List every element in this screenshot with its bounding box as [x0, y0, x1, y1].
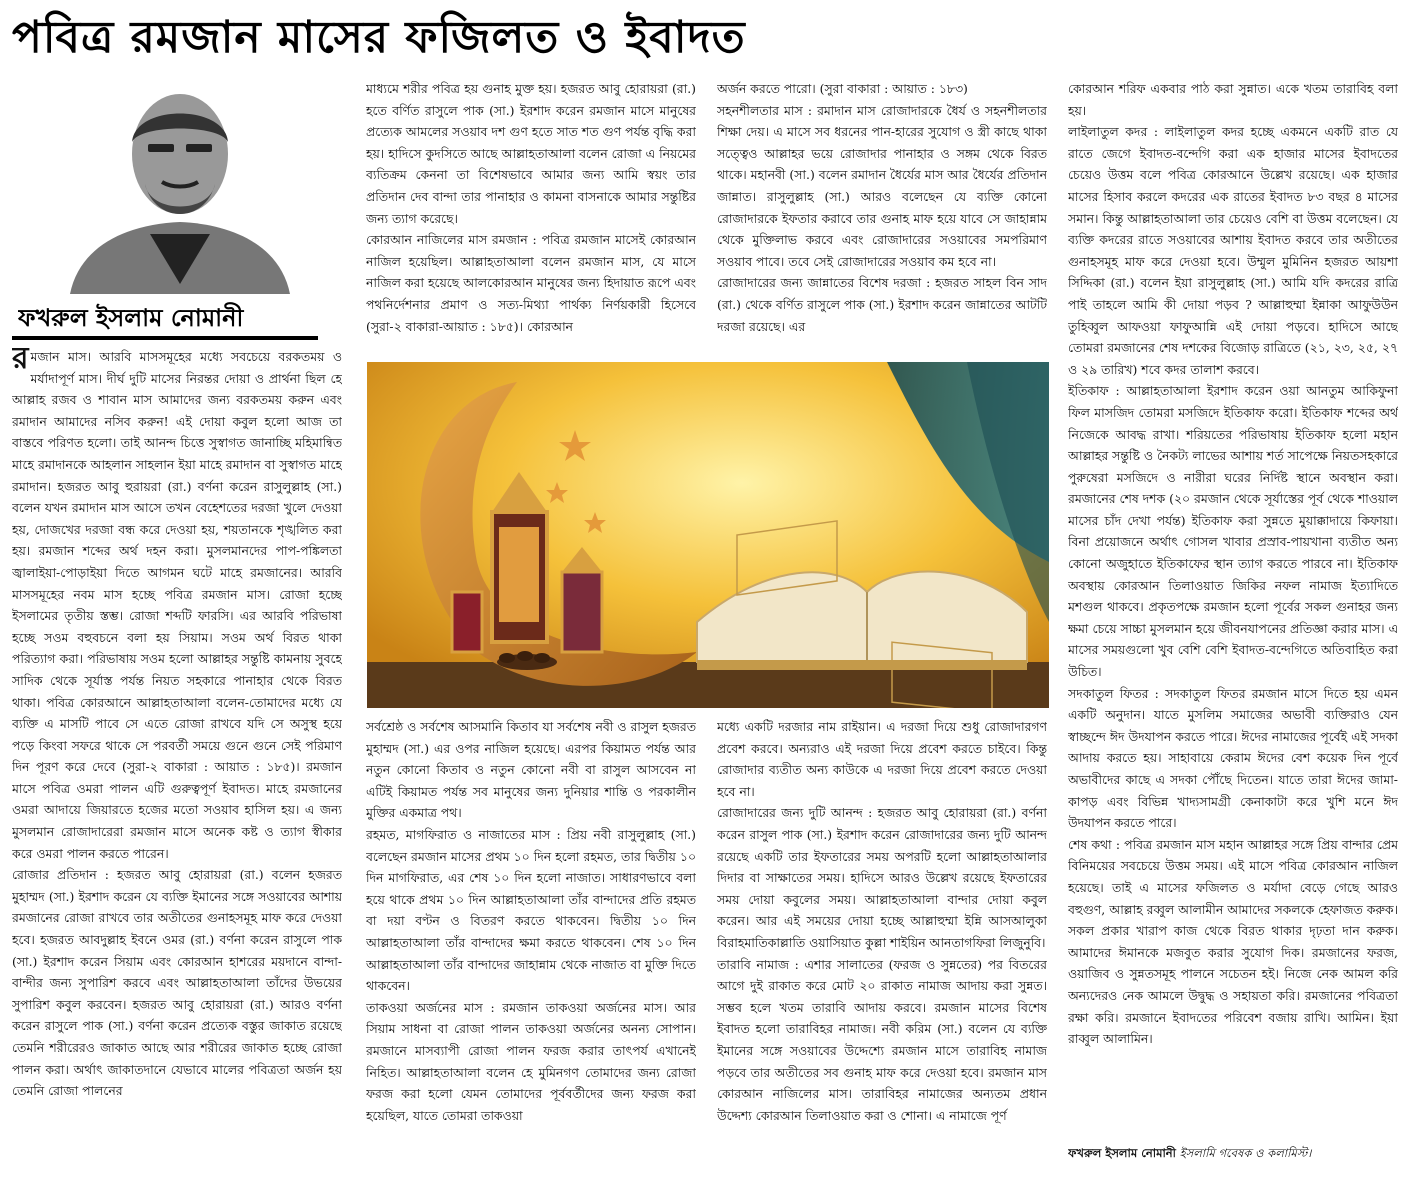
paragraph: মধ্যে একটি দরজার নাম রাইয়ান। এ দরজা দিয়ে শুধু রোজাদারগণ প্রবেশ করবে। অন্যরাও এই দরজা দিয়ে প্রবেশ করতে চাইবে। কিন্তু রোজাদার ব্যতীত অন্য কাউকে এ দরজা দিয়ে প্রবেশ করতে দেওয়া হবে না।	[717, 719, 1047, 799]
column-3-top	[717, 78, 1047, 354]
paragraph: সদকাতুল ফিতর : সদকাতুল ফিতর রমজান মাসে দিতে হয় এমন একটি অনুদান। যাতে মুসলিম সমাজের অভাবী ব্যক্তিরাও যেন স্বাচ্ছন্দে ঈদ উদযাপন করতে পারে। ঈদের নামাজের পূর্বেই এই সদকা আদায় করতে হয়। সাহাবায়ে কেরাম ঈদের বেশ কয়েক দিন পূর্বে অভাবীদের কাছে এ সদকা পৌঁছে দিতেন। যাতে তারা ঈদের জামা-কাপড় এবং বিভিন্ন খাদ্যসামগ্রী কেনাকাটা করে খুশি মনে ঈদ উদযাপন করতে পারে।	[1068, 685, 1398, 831]
paragraph: তারাবি নামাজ : এশার সালাতের (ফরজ ও সুন্নতের) পর বিতরের আগে দুই রাকাত করে মোট ২০ রাকাত নামাজ আদায় করা সুন্নত। সম্ভব হলে খতম তারাবি আদায় করবে। রমজান মাসের বিশেষ ইবাদত হলো তারাবিহর নামাজ। নবী করিম (সা.) বলেন যে ব্যক্তি ইমানের সঙ্গে সওয়াবের উদ্দেশ্যে রমজান মাসে তারাবিহ নামাজ পড়বে তার অতীতের সব গুনাহ মাফ করে দেওয়া হবে। রমজান মাস কোরআন নাজিলের মাস। তারাবিহর নামাজের অন্যতম প্রধান উদ্দেশ্য কোরআন তিলাওয়াত করা ও শোনা। এ নামাজে পূর্ণ	[717, 956, 1047, 1123]
paragraph-opening	[12, 346, 342, 864]
paragraph: রহমত, মাগফিরাত ও নাজাতের মাস : প্রিয় নবী রাসুলুল্লাহ (সা.) বলেছেন রমজান মাসের প্রথম ১০ দিন হলো রহমত, তার দ্বিতীয় ১০ দিন মাগফিরাত, এর শেষ ১০ দিন হলো নাজাত। সাধারণভাবে বলা হয়ে থাকে প্রথম ১০ দিন আল্লাহতাআলা তাঁর বান্দাদের প্রতি রহমত বা দয়া বণ্টন ও বিতরণ করতে থাকবেন। দ্বিতীয় ১০ দিন আল্লাহতাআলা তাঁর বান্দাদের ক্ষমা করতে থাকবেন। শেষ ১০ দিন আল্লাহতাআলা তাঁর বান্দাদের জাহান্নাম থেকে নাজাত বা মুক্তি দিতে থাকবেন।	[366, 826, 696, 994]
paragraph: রোজার প্রতিদান : হজরত আবু হোরায়রা (রা.) বলেন হজরত মুহাম্মদ (সা.) ইরশাদ করেন যে ব্যক্তি ইমানের সঙ্গে সওয়াবের আশায় রমজানের রোজা রাখবে তার অতীতের গুনাহসমূহ মাফ করে দেওয়া হবে। হজরত আবদুল্লাহ ইবনে ওমর (রা.) বর্ণনা করেন রাসুলে পাক (সা.) ইরশাদ করেন সিয়াম এবং কোরআন হাশরের ময়দানে বান্দা-বান্দীর জন্য সুপারিশ করবে এবং আল্লাহতাআলা তাঁদের উভয়ের সুপারিশ কবুল করবেন। হজরত আবু হোরায়রা (রা.) আরও বর্ণনা করেন রাসুলে পাক (সা.) বর্ণনা করেন প্রত্যেক বস্তুর জাকাত রয়েছে তেমনি শরীরেরও জাকাত আছে আর শরীরের জাকাত হচ্ছে রোজা পালন করা। অর্থাৎ জাকাতদানে যেভাবে মালের পবিত্রতা অর্জন হয় তেমনি রোজা পালনের	[12, 867, 342, 1099]
ramadan-feature-image	[367, 362, 1049, 708]
headline: পবিত্র রমজান মাসের ফজিলত ও ইবাদত	[12, 12, 746, 63]
paragraph: লাইলাতুল কদর : লাইলাতুল কদর হচ্ছে একমনে একটি রাত যে রাতে জেগে ইবাদত-বন্দেগি করা এক হাজার মাসের ইবাদতের চেয়েও উত্তম বলে পবিত্র কোরআনে উল্লেখ রয়েছে। এক হাজার মাসের হিসাব করলে কদরের এক রাতের ইবাদত ৮৩ বছর ৪ মাসের সমান। কিন্তু আল্লাহতাআলা তার চেয়েও বেশি বা উত্তম বলেছেন। যে ব্যক্তি কদরের রাতে সওয়াবের আশায় ইবাদত করবে তার অতীতের গুনাহসমূহ মাফ করে দেওয়া হবে। উম্মুল মুমিনিন হজরত আয়শা সিদ্দিকা (রা.) বলেন ইয়া রাসুলুল্লাহ (সা.) আমি যদি কদরের রাত্রি পাই তাহলে আমি কী দোয়া পড়ব ? আল্লাহুম্মা ইন্নাকা আফুউউন তুহিব্বুল আফওয়া ফাফুআন্নি এই দোয়া পড়বে। হাদিসে আছে তোমরা রমজানের শেষ দশকের বিজোড় রাত্রিতে (২১, ২৩, ২৫, ২৭ ও ২৯ তারিখ) শবে কদর তালাশ করবে।	[1068, 124, 1398, 377]
paragraph: কোরআন শরিফ একবার পাঠ করা সুন্নাত। একে খতম তারাবিহ বলা হয়।	[1068, 81, 1398, 118]
byline-name: ফখরুল ইসলাম নোমানী	[1068, 1146, 1176, 1160]
author-name: ফখরুল ইসলাম নোমানী	[18, 304, 244, 332]
byline-title: ইসলামি গবেষক ও কলামিস্ট।	[1179, 1146, 1312, 1160]
column-2-top	[366, 78, 696, 354]
paragraph: ইতিকাফ : আল্লাহতাআলা ইরশাদ করেন ওয়া আনতুম আকিফুনা ফিল মাসজিদ তোমরা মসজিদে ইতিকাফ করো। ইতিকাফ শব্দের অর্থ নিজেকে আবদ্ধ রাখা। শরিয়তের পরিভাষায় ইতিকাফ হলো মহান আল্লাহর সন্তুষ্টি ও নৈকট্য লাভের আশায় শর্ত সাপেক্ষে নিয়তসহকারে পুরুষেরা মসজিদে ও নারীরা ঘরের নির্দিষ্ট স্থানে অবস্থান করা। রমজানের শেষ দশক (২০ রমজান থেকে সূর্যাস্তের পূর্ব থেকে শাওয়াল মাসের চাঁদ দেখা পর্যন্ত) ইতিকাফ করা সুন্নতে মুয়াক্কাদায়ে কিফায়া। বিনা প্রয়োজনে অর্থাৎ গোসল খাবার প্রস্রাব-পায়খানা ব্যতীত অন্য কোনো অজুহাতে ইতিকাফের স্থান ত্যাগ করতে পারবে না। ইতিকাফ অবস্থায় কোরআন তিলাওয়াত জিকির নফল নামাজ ইত্যাদিতে মশগুল থাকবে। প্রকৃতপক্ষে রমজান হলো পূর্বের সকল গুনাহর জন্য ক্ষমা চেয়ে সাচ্চা মুসলমান হয়ে জীবনযাপনের প্রতিজ্ঞা করার মাস। এ মাসের সময়গুলো খুব বেশি বেশি ইবাদত-বন্দেগিতে অতিবাহিত করা উচিত।	[1068, 383, 1398, 680]
byline	[1068, 1140, 1398, 1166]
column-4	[1068, 78, 1398, 1158]
paragraph: অর্জন করতে পারো। (সুরা বাকারা : আয়াত : ১৮৩)	[717, 81, 968, 96]
author-portrait	[30, 84, 330, 294]
paragraph-text: মজান মাস। আরবি মাসসমূহের মধ্যে সবচেয়ে বরকতময় ও মর্যাদাপূর্ণ মাস। দীর্ঘ দুটি মাসের নিরন্তর দোয়া ও প্রার্থনা ছিল হে আল্লাহ রজব ও শাবান মাস আমাদের জন্য বরকতময় করুন এবং রমাদান আমাদের নসিব করুন! এই দোয়া কবুল হলো আজ তা বাস্তবে পরিণত হলো। তাই আনন্দ চিত্তে সুস্বাগত জানাচ্ছি মহিমান্বিত মাহে রমাদানকে আহলান সাহলান ইয়া মাহে রমাদান বা সুস্বাগত মাহে রমাদান। হজরত আবু হুরায়রা (রা.) বর্ণনা করেন রাসুলুল্লাহ (সা.) বলেন যখন রমাদান মাস আসে তখন বেহেশতের দরজা খুলে দেওয়া হয়, দোজখের দরজা বন্ধ করে দেওয়া হয়, শয়তানকে শৃঙ্খলিত করা হয়। রমজান শব্দের অর্থ দহন করা। মুসলমানদের পাপ-পঙ্কিলতা জ্বালাইয়া-পোড়াইয়া দিতে আগমন ঘটে মাহে রমজানের। আরবি মাসসমূহের নবম মাস হচ্ছে পবিত্র রমজান মাস। রোজা হচ্ছে ইসলামের তৃতীয় স্তম্ভ। রোজা শব্দটি ফারসি। এর আরবি পরিভাষা হচ্ছে সওম বহুবচনে বলা হয় সিয়াম। সওম অর্থ বিরত থাকা পরিত্যাগ করা। পরিভাষায় সওম হলো আল্লাহর সন্তুষ্টি কামনায় সুবহে সাদিক থেকে সূর্যাস্ত পর্যন্ত নিয়ত সহকারে পানাহার থেকে বিরত থাকা। পবিত্র কোরআনে আল্লাহতাআলা বলেন-তোমাদের মধ্যে যে ব্যক্তি এ মাসটি পাবে সে এতে রোজা রাখবে যদি সে অসুস্থ হয়ে পড়ে কিংবা সফরে থাকে সে পরবর্তী সময়ে গুনে গুনে সেই পরিমাণ দিন পূরণ করে দেবে (সুরা-২ বাকারা : আয়াত : ১৮৫)। রমজান মাসে পবিত্র ওমরা পালন এটি গুরুত্বপূর্ণ ইবাদত। মাহে রমজানের ওমরা আদায়ে জিয়ারতে হজের মতো সওয়াব হাসিল হয়। এ জন্য মুসলমান রোজাদারেরা রমজান মাসে অনেক কষ্ট ও ত্যাগ স্বীকার করে ওমরা পালন করতে পারেন।	[12, 349, 342, 861]
column-1	[12, 346, 342, 1174]
paragraph: সর্বশ্রেষ্ঠ ও সর্বশেষ আসমানি কিতাব যা সর্বশেষ নবী ও রাসুল হজরত মুহাম্মদ (সা.) এর ওপর নাজিল হয়েছে। এরপর কিয়ামত পর্যন্ত আর নতুন কোনো কিতাব ও নতুন কোনো নবী বা রাসুল আসবেন না এটিই কিয়ামত পর্যন্ত সব মানুষের জন্য দুনিয়ার শান্তি ও পরকালীন মুক্তির একমাত্র পথ।	[366, 719, 696, 821]
paragraph: রোজাদারের জন্য দুটি আনন্দ : হজরত আবু হোরায়রা (রা.) বর্ণনা করেন রাসুল পাক (সা.) ইরশাদ করেন রোজাদারের জন্য দুটি আনন্দ রয়েছে একটি তার ইফতারের সময় অপরটি হলো আল্লাহতাআলার দিদার বা সাক্ষাতের সময়। হাদিসে আরও উল্লেখ রয়েছে ইফতারের সময় দোয়া কবুলের সময়। আল্লাহতাআলা বান্দার দোয়া কবুল করেন। আর এই সময়ের দোয়া হচ্ছে আল্লাহুম্মা ইন্নি আসআলুকা বিরাহমাতিকাল্লাতি ওয়াসিয়াত কুল্লা শাইয়িন আনতাগফিরা লিজুনুবি।	[717, 805, 1047, 950]
paragraph: তাকওয়া অর্জনের মাস : রমজান তাকওয়া অর্জনের মাস। আর সিয়াম সাধনা বা রোজা পালন তাকওয়া অর্জনের অনন্য সোপান। রমজানে মাসব্যাপী রোজা পালন ফরজ করার তাৎপর্য এখানেই নিহিত। আল্লাহতাআলা বলেন হে মুমিনগণ তোমাদের জন্য রোজা ফরজ করা হলো যেমন তোমাদের পূর্ববর্তীদের জন্য ফরজ করা হয়েছিল, যাতে তোমরা তাকওয়া	[366, 999, 696, 1123]
drop-cap: র	[12, 346, 29, 376]
author-divider	[12, 336, 318, 340]
paragraph: রোজাদারের জন্য জান্নাতের বিশেষ দরজা : হজরত সাহল বিন সাদ (রা.) থেকে বর্ণিত রাসুলে পাক (সা.) ইরশাদ করেন জান্নাতের আটটি দরজা রয়েছে। এর	[717, 275, 1047, 334]
paragraph: সহনশীলতার মাস : রমাদান মাস রোজাদারকে ধৈর্য ও সহনশীলতার শিক্ষা দেয়। এ মাসে সব ধরনের পান-হারের সুযোগ ও স্ত্রী কাছে থাকা সত্ত্বেও আল্লাহর ভয়ে রোজাদার পানাহার ও সঙ্গম থেকে বিরত থাকে। মহানবী (সা.) বলেন রমাদান ধৈর্যের মাস আর ধৈর্যের প্রতিদান জান্নাত। রাসুলুল্লাহ (সা.) আরও বলেছেন যে ব্যক্তি কোনো রোজাদারকে ইফতার করাবে তার গুনাহ মাফ হয়ে যাবে সে জাহান্নাম থেকে মুক্তিলাভ করবে এবং রোজাদারের সওয়াবের সমপরিমাণ সওয়াব পাবে। তবে সেই রোজাদারের সওয়াব কম হবে না।	[717, 102, 1047, 269]
paragraph: শেষ কথা : পবিত্র রমজান মাস মহান আল্লাহর সঙ্গে প্রিয় বান্দার প্রেম বিনিময়ের সবচেয়ে উত্তম সময়। এই মাসে পবিত্র কোরআন নাজিল হয়েছে। তাই এ মাসের ফজিলত ও মর্যাদা বেড়ে গেছে আরও বহুগুণ, আল্লাহ রব্বুল আলামীন আমাদের সকলকে হেফাজত করুক। সকল প্রকার খারাপ কাজ থেকে বিরত থাকার দৃঢ়তা দান করুক। আমাদের ঈমানকে মজবুত করার সুযোগ দিক। রমজানের ফরজ, ওয়াজিব ও সুন্নতসমূহ পালনে সচেতন হই। নিজে নেক আমল করি অন্যদেরও নেক আমলে উদ্বুদ্ধ ও সহায়তা করি। রমজানের পবিত্রতা রক্ষা করি। রমজানে ইবাদতের পরিবেশ বজায় রাখি। আমিন। ইয়া রাব্বুল আলামিন।	[1068, 836, 1398, 1047]
paragraph: কোরআন নাজিলের মাস রমজান : পবিত্র রমজান মাসেই কোরআন নাজিল হয়েছিল। আল্লাহতাআলা বলেন রমজান মাস, যে মাসে নাজিল করা হয়েছে আলকোরআন মানুষের জন্য হিদায়াত রূপে এবং পথনির্দেশনার প্রমাণ ও সত্য-মিথ্যা পার্থক্য নির্ণয়কারী হিসেবে (সুরা-২ বাকারা-আয়াত : ১৮৫)। কোরআন	[366, 232, 696, 334]
column-2-bottom	[366, 716, 696, 1176]
paragraph: মাধ্যমে শরীর পবিত্র হয় গুনাহ মুক্ত হয়। হজরত আবু হোরায়রা (রা.) হতে বর্ণিত রাসুলে পাক (সা.) ইরশাদ করেন রমজান মাসে মানুষের প্রত্যেক আমলের সওয়াব দশ গুণ হতে সাত শত গুণ পর্যন্ত বৃদ্ধি করা হয়। হাদিসে কুদসিতে আছে আল্লাহতাআলা বলেন রোজা এ নিয়মের ব্যতিক্রম কেননা তা বিশেষভাবে আমার জন্য আমি স্বয়ং তার প্রতিদান দেব বান্দা তার পানাহার ও কামনা বাসনাকে আমার সন্তুষ্টির জন্য ত্যাগ করেছে।	[366, 81, 696, 226]
column-3-bottom	[717, 716, 1047, 1176]
